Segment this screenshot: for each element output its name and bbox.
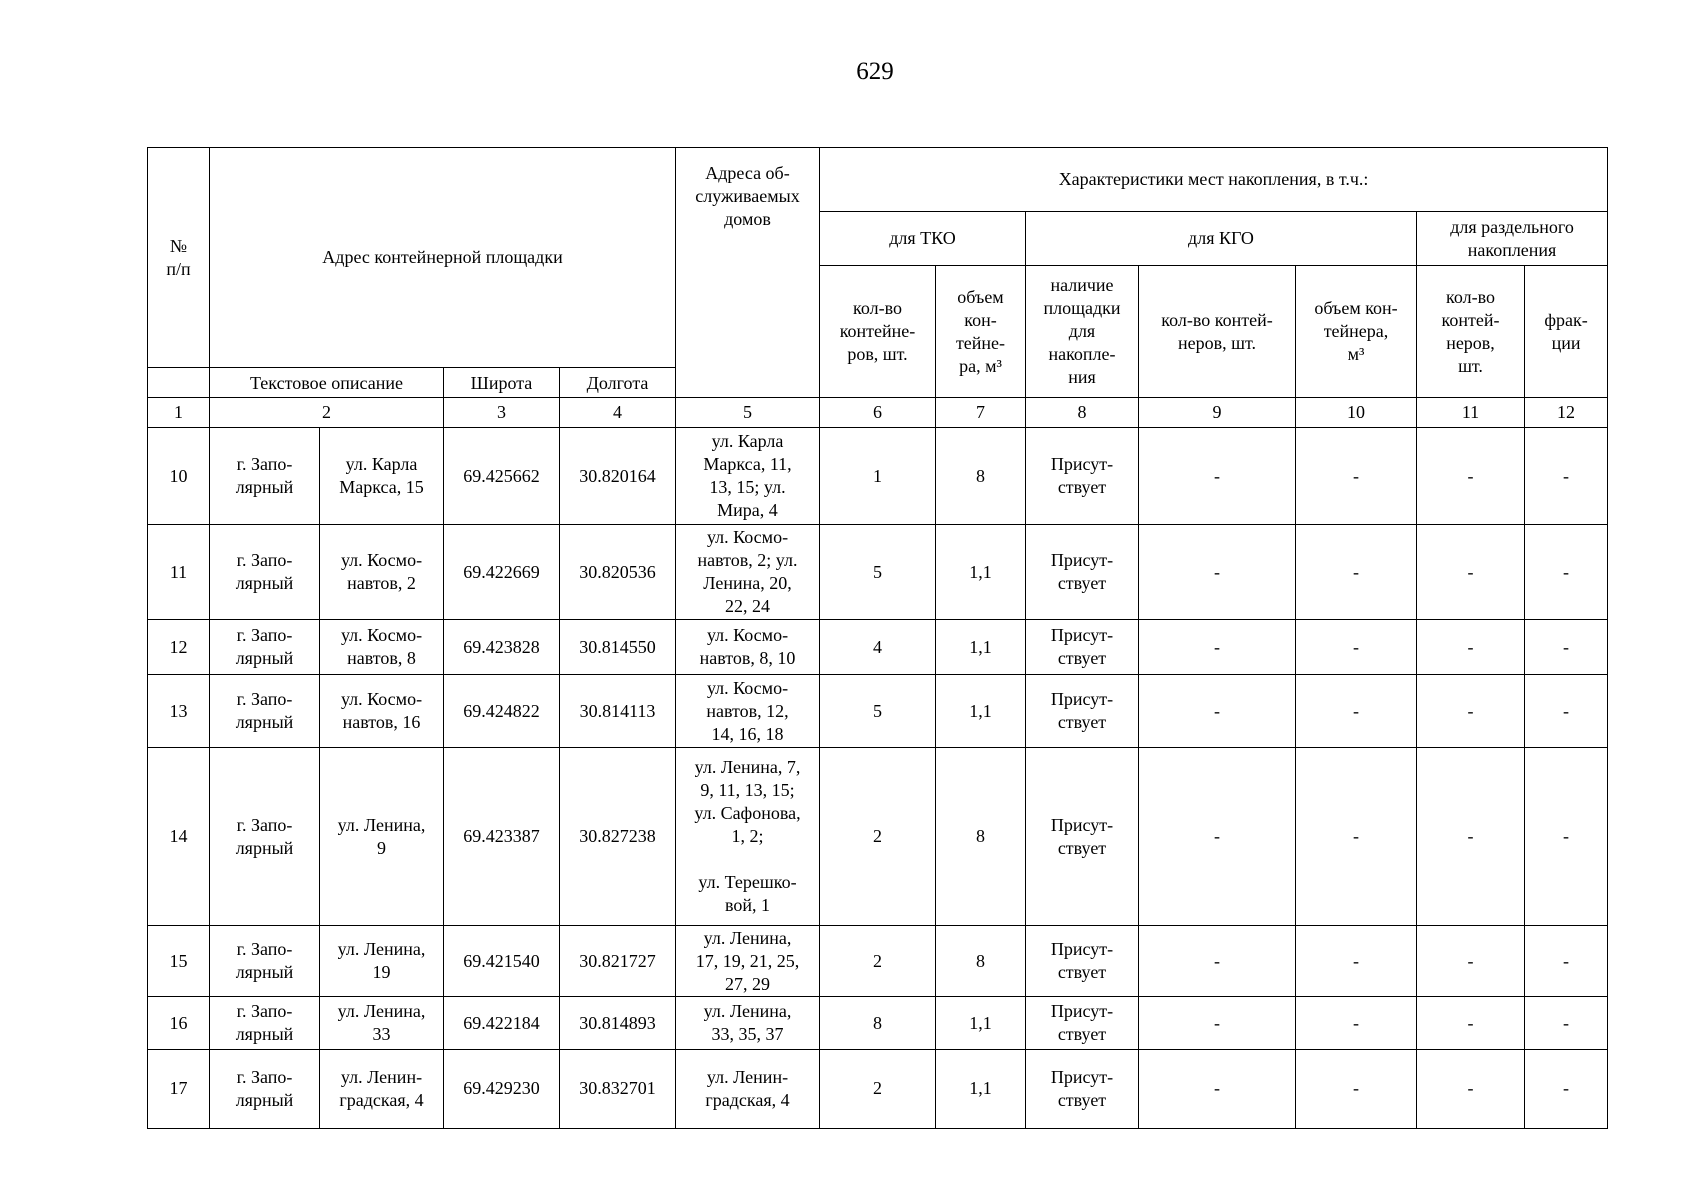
header-sep-count: кол-во контей- неров, шт. (1417, 266, 1525, 398)
column-number: 9 (1139, 398, 1296, 428)
longitude-cell: 30.814893 (560, 997, 676, 1050)
column-number: 12 (1525, 398, 1608, 428)
kgo-count-cell: - (1139, 926, 1296, 997)
street-cell: ул. Космо- навтов, 2 (320, 525, 444, 620)
header-text-description: Текстовое описание (210, 368, 444, 398)
header-tko: для ТКО (820, 212, 1026, 266)
kgo-presence-cell: Присут- ствует (1026, 525, 1139, 620)
street-cell: ул. Ленина, 19 (320, 926, 444, 997)
sep-count-cell: - (1417, 997, 1525, 1050)
kgo-volume-cell: - (1296, 525, 1417, 620)
table-row (148, 428, 1608, 525)
row-number: 17 (148, 1049, 210, 1128)
row-number: 11 (148, 525, 210, 620)
page-number: 629 (856, 58, 894, 85)
kgo-count-cell: - (1139, 525, 1296, 620)
sep-count-cell: - (1417, 1049, 1525, 1128)
tko-volume-cell: 8 (936, 428, 1026, 525)
header-served-addresses: Адреса об- служиваемых домов (676, 148, 820, 398)
sep-count-cell: - (1417, 428, 1525, 525)
header-kgo-volume: объем кон- тейнера, м³ (1296, 266, 1417, 398)
longitude-cell: 30.821727 (560, 926, 676, 997)
table-row (148, 620, 1608, 675)
sep-fractions-cell: - (1525, 675, 1608, 748)
row-number: 10 (148, 428, 210, 525)
served-addresses-cell: ул. Ленина, 7, 9, 11, 13, 15; ул. Сафонова, 1, 2; ул. Терешко- вой, 1 (676, 748, 820, 926)
header-kgo-count: кол-во контей- неров, шт. (1139, 266, 1296, 398)
kgo-presence-cell: Присут- ствует (1026, 428, 1139, 525)
longitude-cell: 30.820164 (560, 428, 676, 525)
kgo-presence-cell: Присут- ствует (1026, 997, 1139, 1050)
column-number: 11 (1417, 398, 1525, 428)
kgo-count-cell: - (1139, 620, 1296, 675)
kgo-presence-cell: Присут- ствует (1026, 620, 1139, 675)
kgo-presence-cell: Присут- ствует (1026, 926, 1139, 997)
latitude-cell: 69.423387 (444, 748, 560, 926)
kgo-presence-cell: Присут- ствует (1026, 748, 1139, 926)
latitude-cell: 69.422669 (444, 525, 560, 620)
kgo-count-cell: - (1139, 1049, 1296, 1128)
tko-volume-cell: 1,1 (936, 1049, 1026, 1128)
row-number: 13 (148, 675, 210, 748)
kgo-count-cell: - (1139, 748, 1296, 926)
column-numbers-row (148, 398, 1608, 428)
tko-volume-cell: 8 (936, 748, 1026, 926)
city-cell: г. Запо- лярный (210, 1049, 320, 1128)
column-number: 3 (444, 398, 560, 428)
table-row (148, 1049, 1608, 1128)
tko-count-cell: 5 (820, 525, 936, 620)
served-addresses-cell: ул. Ленина, 17, 19, 21, 25, 27, 29 (676, 926, 820, 997)
longitude-cell: 30.820536 (560, 525, 676, 620)
latitude-cell: 69.425662 (444, 428, 560, 525)
longitude-cell: 30.814550 (560, 620, 676, 675)
tko-volume-cell: 1,1 (936, 620, 1026, 675)
kgo-volume-cell: - (1296, 428, 1417, 525)
served-addresses-cell: ул. Космо- навтов, 2; ул. Ленина, 20, 22, 24 (676, 525, 820, 620)
street-cell: ул. Космо- навтов, 16 (320, 675, 444, 748)
longitude-cell: 30.827238 (560, 748, 676, 926)
latitude-cell: 69.421540 (444, 926, 560, 997)
tko-volume-cell: 8 (936, 926, 1026, 997)
street-cell: ул. Ленина, 33 (320, 997, 444, 1050)
city-cell: г. Запо- лярный (210, 748, 320, 926)
city-cell: г. Запо- лярный (210, 997, 320, 1050)
tko-count-cell: 2 (820, 748, 936, 926)
column-number: 8 (1026, 398, 1139, 428)
sep-count-cell: - (1417, 525, 1525, 620)
table-row (148, 525, 1608, 620)
sep-fractions-cell: - (1525, 525, 1608, 620)
tko-count-cell: 8 (820, 997, 936, 1050)
tko-volume-cell: 1,1 (936, 997, 1026, 1050)
column-number: 10 (1296, 398, 1417, 428)
latitude-cell: 69.422184 (444, 997, 560, 1050)
served-addresses-cell: ул. Ленина, 33, 35, 37 (676, 997, 820, 1050)
sep-count-cell: - (1417, 675, 1525, 748)
header-longitude: Долгота (560, 368, 676, 398)
column-number: 6 (820, 398, 936, 428)
longitude-cell: 30.814113 (560, 675, 676, 748)
row-number: 15 (148, 926, 210, 997)
street-cell: ул. Ленин- градская, 4 (320, 1049, 444, 1128)
kgo-count-cell: - (1139, 428, 1296, 525)
kgo-count-cell: - (1139, 675, 1296, 748)
header-sep-fractions: фрак- ции (1525, 266, 1608, 398)
header-platform-address: Адрес контейнерной площадки (210, 148, 676, 368)
sep-fractions-cell: - (1525, 428, 1608, 525)
kgo-volume-cell: - (1296, 1049, 1417, 1128)
table-row (148, 675, 1608, 748)
row-number: 16 (148, 997, 210, 1050)
city-cell: г. Запо- лярный (210, 525, 320, 620)
served-addresses-cell: ул. Карла Маркса, 11, 13, 15; ул. Мира, 4 (676, 428, 820, 525)
column-number: 7 (936, 398, 1026, 428)
sep-fractions-cell: - (1525, 1049, 1608, 1128)
sep-fractions-cell: - (1525, 620, 1608, 675)
sep-fractions-cell: - (1525, 748, 1608, 926)
row-number: 12 (148, 620, 210, 675)
row-number: 14 (148, 748, 210, 926)
tko-count-cell: 5 (820, 675, 936, 748)
kgo-presence-cell: Присут- ствует (1026, 1049, 1139, 1128)
column-number: 5 (676, 398, 820, 428)
table-body (148, 428, 1608, 1129)
street-cell: ул. Ленина, 9 (320, 748, 444, 926)
header-kgo: для КГО (1026, 212, 1417, 266)
sep-count-cell: - (1417, 748, 1525, 926)
street-cell: ул. Космо- навтов, 8 (320, 620, 444, 675)
kgo-volume-cell: - (1296, 675, 1417, 748)
kgo-volume-cell: - (1296, 997, 1417, 1050)
header-characteristics: Характеристики мест накопления, в т.ч.: (820, 148, 1608, 212)
served-addresses-cell: ул. Космо- навтов, 8, 10 (676, 620, 820, 675)
city-cell: г. Запо- лярный (210, 428, 320, 525)
header-tko-volume: объем кон- тейне- ра, м³ (936, 266, 1026, 398)
longitude-cell: 30.832701 (560, 1049, 676, 1128)
street-cell: ул. Карла Маркса, 15 (320, 428, 444, 525)
tko-count-cell: 1 (820, 428, 936, 525)
served-addresses-cell: ул. Космо- навтов, 12, 14, 16, 18 (676, 675, 820, 748)
tko-count-cell: 2 (820, 926, 936, 997)
table-row (148, 997, 1608, 1050)
column-number: 2 (210, 398, 444, 428)
table-row (148, 926, 1608, 997)
header-kgo-presence: наличие площадки для накопле- ния (1026, 266, 1139, 398)
kgo-presence-cell: Присут- ствует (1026, 675, 1139, 748)
kgo-count-cell: - (1139, 997, 1296, 1050)
column-number: 1 (148, 398, 210, 428)
column-number: 4 (560, 398, 676, 428)
container-sites-table (147, 147, 1608, 1129)
tko-count-cell: 2 (820, 1049, 936, 1128)
latitude-cell: 69.424822 (444, 675, 560, 748)
latitude-cell: 69.423828 (444, 620, 560, 675)
tko-volume-cell: 1,1 (936, 525, 1026, 620)
sep-count-cell: - (1417, 926, 1525, 997)
table-row (148, 748, 1608, 926)
sep-fractions-cell: - (1525, 997, 1608, 1050)
tko-volume-cell: 1,1 (936, 675, 1026, 748)
city-cell: г. Запо- лярный (210, 675, 320, 748)
kgo-volume-cell: - (1296, 620, 1417, 675)
sep-fractions-cell: - (1525, 926, 1608, 997)
header-separate: для раздельного накопления (1417, 212, 1608, 266)
served-addresses-cell: ул. Ленин- градская, 4 (676, 1049, 820, 1128)
sep-count-cell: - (1417, 620, 1525, 675)
header-tko-count: кол-во контейне- ров, шт. (820, 266, 936, 398)
kgo-volume-cell: - (1296, 926, 1417, 997)
latitude-cell: 69.429230 (444, 1049, 560, 1128)
header-number: № п/п (148, 148, 210, 368)
kgo-volume-cell: - (1296, 748, 1417, 926)
city-cell: г. Запо- лярный (210, 620, 320, 675)
header-latitude: Широта (444, 368, 560, 398)
header-number-spacer (148, 368, 210, 398)
tko-count-cell: 4 (820, 620, 936, 675)
city-cell: г. Запо- лярный (210, 926, 320, 997)
